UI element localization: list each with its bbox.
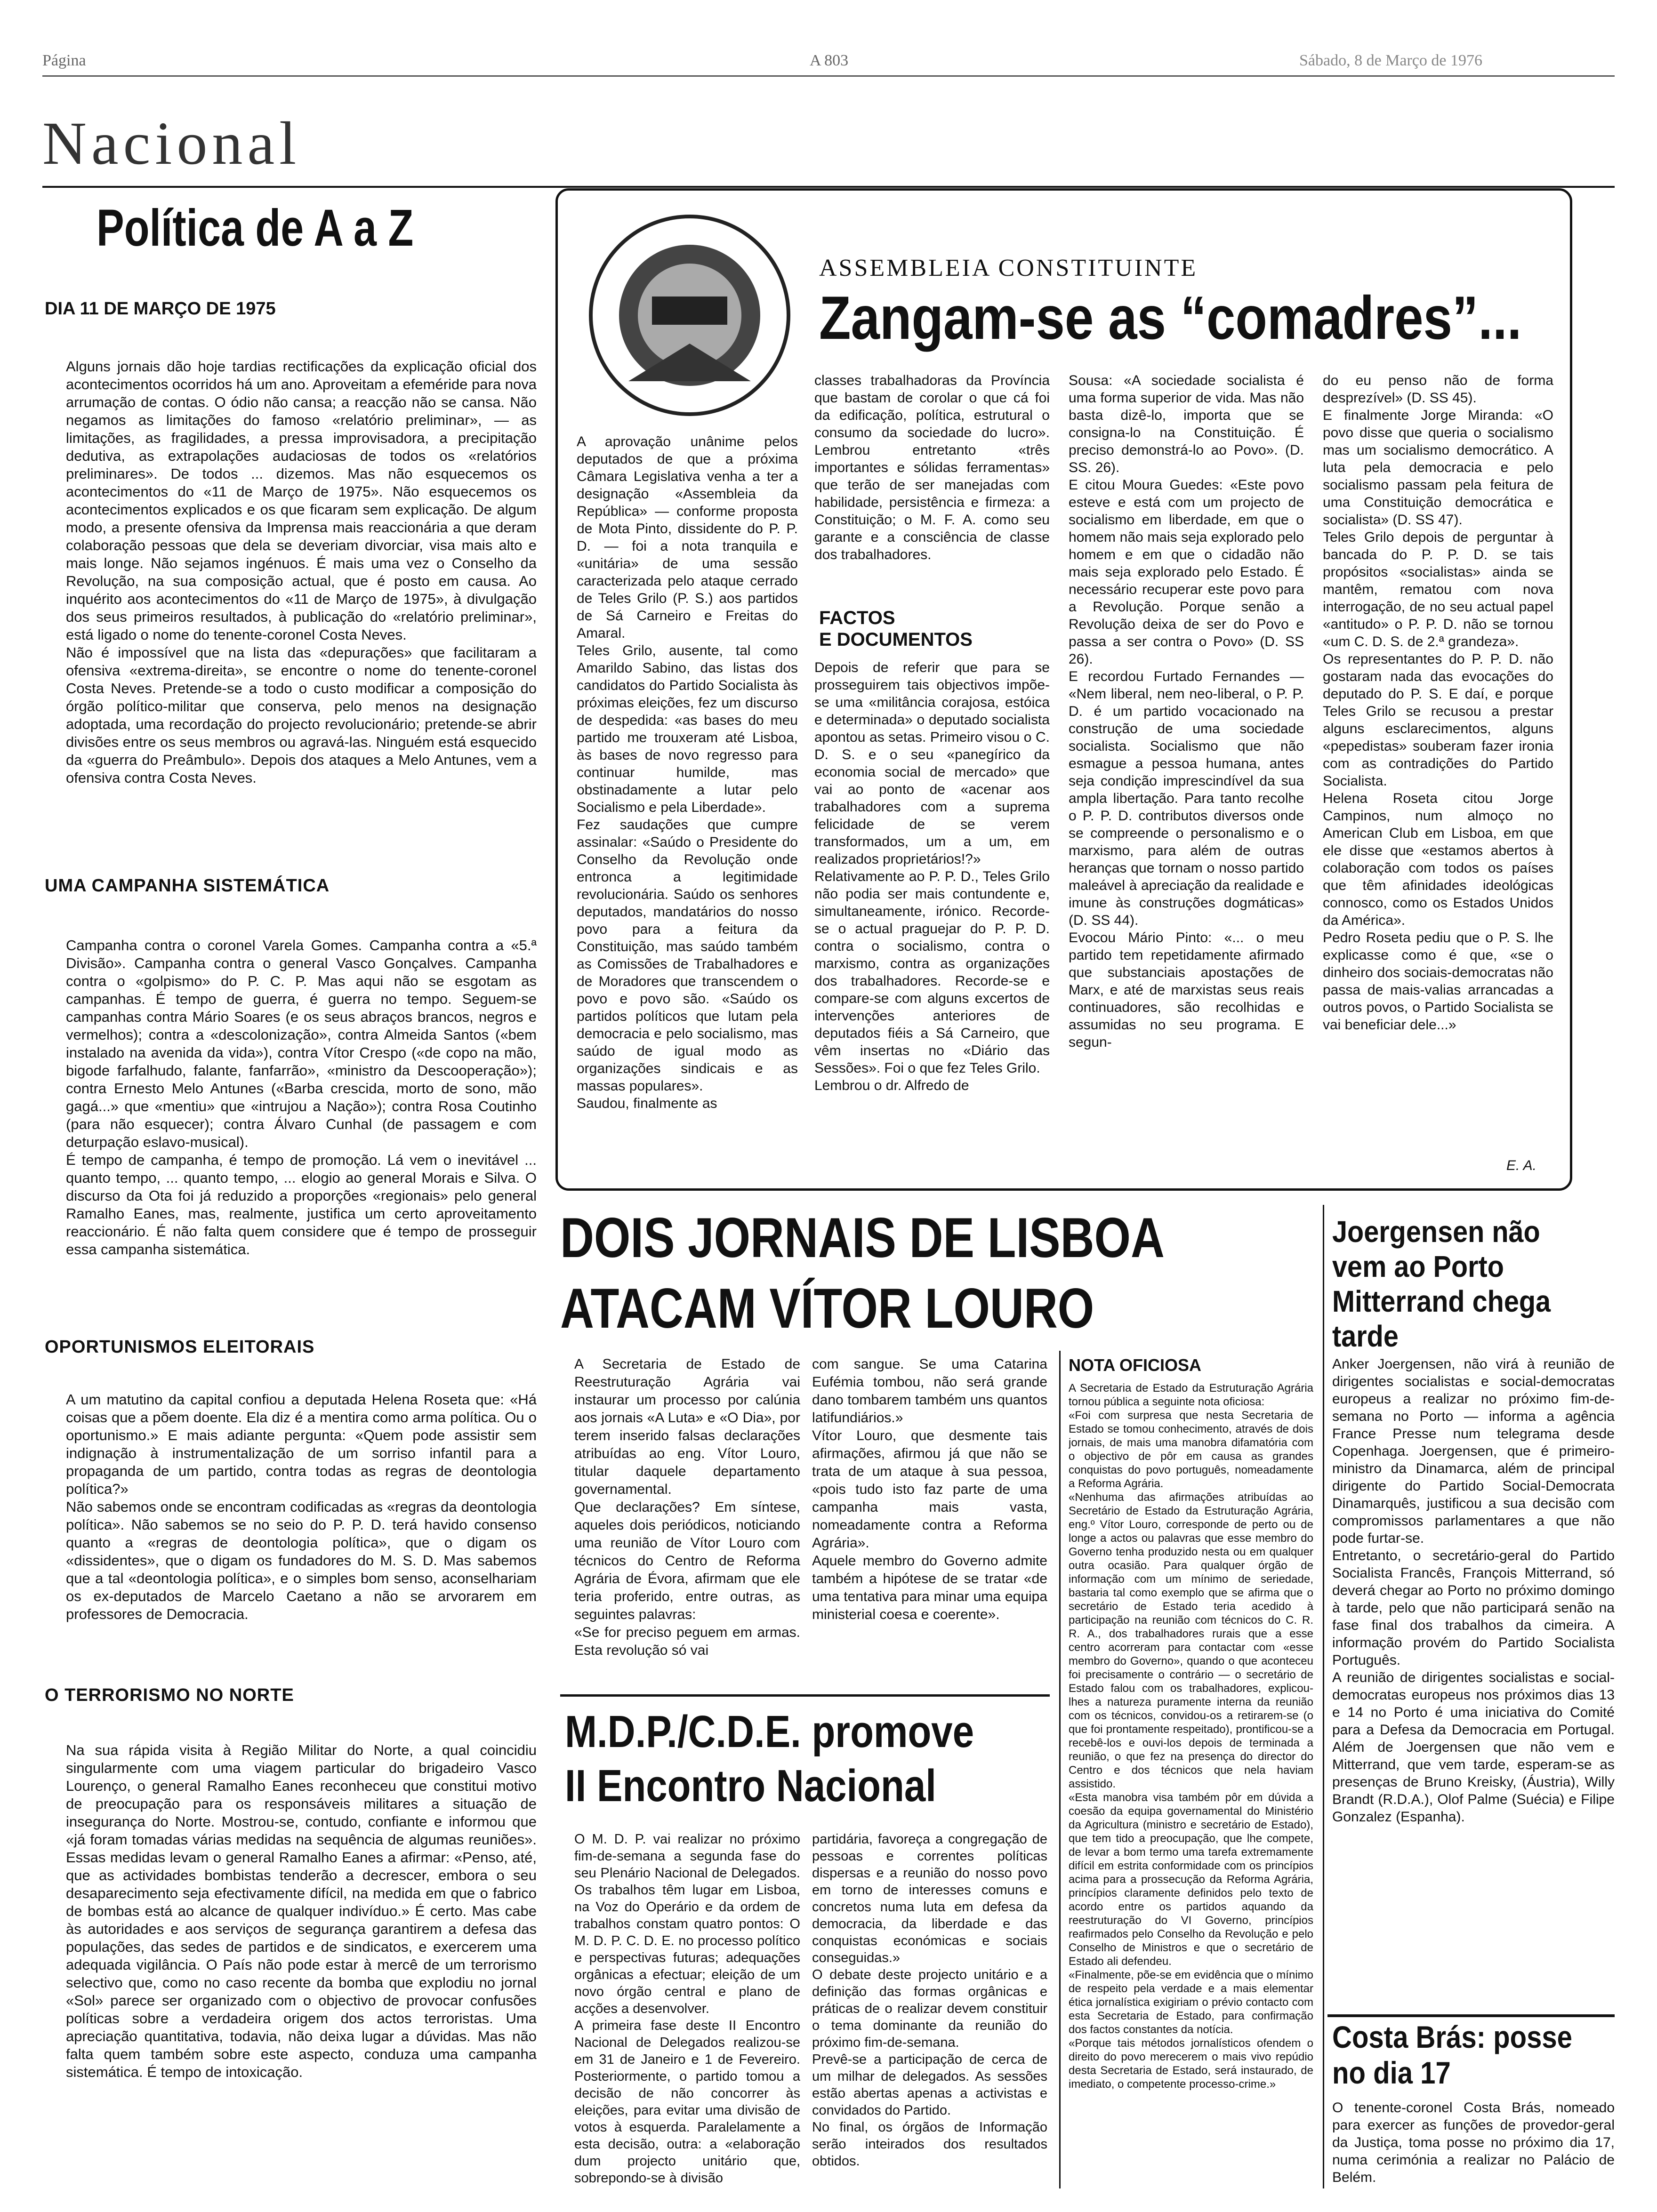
right-column-rule: [1323, 1205, 1324, 2188]
assembly-kicker: ASSEMBLEIA CONSTITUINTE: [819, 255, 1198, 281]
joergensen-text: Anker Joergensen, não virá à reunião de dirigentes socialistas e social-democratas europeus a realizar no próximo fim-de-semana no Porto — informa a agência France Presse num telegrama desde Copenhaga. Joergensen, que é primeiro-ministro da Dinamarca, além de principal dirigente do Partido Social-Democrata Dinamarquês, justificou a sua decisão com compromissos parlamentares a que não pode furtar-se. Entretanto, o secretário-geral do Partido Socialista Francês, François Mitterrand, só deverá chegar ao Porto no próximo domingo à tarde, pelo que não participará senão na fase final dos trabalhos da cimeira. A informação provém do Partido Socialista Português. A reunião de dirigentes socialistas e social-democratas europeus nos próximos dias 13 e 14 no Porto é uma iniciativa do Comité para a Defesa da Democracia em Portugal. Além de Joergensen que não vem e Mitterrand, que vem tarde, esperam-se as presenças de Bruno Kreisky, (Áustria), Willy Brandt (R.D.A.), Olof Palme (Suécia) e Filipe Gonzalez (Espanha).: [1332, 1356, 1615, 1825]
mdp-headline-line2: II Encontro Nacional: [565, 1761, 936, 1811]
column-h2: UMA CAMPANHA SISTEMÁTICA: [45, 876, 330, 896]
louro-nota-body: A Secretaria de Estado da Estruturação Agrária tornou pública a seguinte nota oficiosa: «Foi com surpresa que nesta Secretaria de Estado se tomou conhecimento, através de dois jornais, de mais uma manobra difamatória com o objectivo de pôr em causa as grandes conquistas do povo português, nomeadamente a Reforma Agrária. «Nenhuma das afirmações atribuídas ao Secretário de Estado da Estruturação Agrária, eng.º Vítor Louro, corresponde de perto ou de longe a actos ou palavras que esse membro do Governo tenha produzido nesta ou em qualquer outra ocasião. Para qualquer órgão de informação com um mínimo de seriedade, bastaria tal como exemplo que se afirma que o secretário de Estado teria acedido à participação na reunião com técnicos do C. R. R. A., dos trabalhadores rurais que a esse centro acorreram para contactar com «esse membro do Governo», quando o que aconteceu foi precisamente o contrário — o secretário de Estado falou com os trabalhadores, explicou-lhes a natureza puramente interna da reunião com os técnicos, convidou-os a retirarem-se (o que foi prontamente respeitado), prontificou-se a recebê-los e ouvi-los depois de terminada a reunião, o que fez na presença do director do Centro e dos técnicos que nela haviam assistido. «Esta manobra visa também pôr em dúvida a coesão da equipa governamental do Ministério da Agricultura (ministro e secretário de Estado), que tem tido a preocupação, que lhe compete, de levar a bom termo uma tarefa extremamente difícil em estrita conformidade com os princípios acima para a prossecução da Reforma Agrária, princípios claramente definidos pelo texto de acordo entre os partidos aquando da reestruturação do VI Governo, princípios reafirmados pelo Conselho da Revolução e pelo Conselho de Ministros e que o secretário de Estado ali defendeu. «Finalmente, põe-se em evidência que o mínimo de respeito pela verdade e a mais elementar ética jornalística exigiriam o prévio contacto com esta Secretaria de Estado, para confirmação dos factos constantes da notícia. «Porque tais métodos jornalísticos ofendem o direito do povo merecerem o mais vivo repúdio desta Secretaria de Estado, será instaurado, de imediato, o competente processo-crime.»: [1069, 1382, 1313, 2091]
louro-col2: com sangue. Se uma Catarina Eufémia tombou, não será grande dano tombarem também uns quantos latifundiários.» Vítor Louro, que desmente tais afirmações, afirmou já que não se trata de um ataque à sua pessoa, «pois tudo isto faz parte de uma campanha mais vasta, nomeadamente contra a Reforma Agrária». Aquele membro do Governo admite também a hipótese de se tratar «de uma tentativa para minar uma equipa ministerial coesa e coerente».: [812, 1356, 1047, 1622]
column-p4: Na sua rápida visita à Região Militar do Norte, a qual coincidiu singularmente com uma viagem particular do brigadeiro Vasco Lourenço, o general Ramalho Eanes reconheceu que constitui motivo de preocupação para os responsáveis militares a situação de insegurança do Norte. Mostrou-se, contudo, confiante e informou que «já foram tomadas várias medidas na sequência de algumas reuniões». Essas medidas levam o general Ramalho Eanes a afirmar: «Penso, até, que as actividades bombistas tenderão a decrescer, embora o seu desaparecimento seja efectivamente difícil, na medida em que o fabrico de bombas está ao alcance de qualquer indivíduo.» É certo. Mas cabe às autoridades e aos serviços de segurança garantirem a defesa das populações, das sedes de partidos e de sindicatos, e exercerem uma adequada vigilância. O País não pode estar à mercê de um terrorismo selectivo que, como no caso recente da bomba que explodiu no jornal «Sol» parece ser organizado com o objectivo de provocar confusões políticas sobre a verdadeira origem dos actos terroristas. Uma apreciação quantitativa, todavia, não deixa lugar a dúvidas. Mas não falta quem também sobre este aspecto, conduza uma campanha sistemática. É tempo de intoxicação.: [66, 1742, 537, 2080]
mdp-top-rule: [560, 1694, 1050, 1697]
mdp-headline-line1: M.D.P./C.D.E. promove: [565, 1707, 974, 1757]
column-title: Política de A a Z: [97, 199, 414, 257]
section-rule: [42, 186, 1615, 188]
costabras-headline: Costa Brás: posse no dia 17: [1332, 2020, 1572, 2090]
assembly-col1: A aprovação unânime pelos deputados de que a próxima Câmara Legislativa venha a ter a designação «Assembleia da República» — conforme proposta de Mota Pinto, dissidente do P. P. D. — foi a nota tranquila e «unitária» de uma sessão caracterizada pelo ataque cerrado de Teles Grilo (P. S.) aos partidos de Sá Carneiro e Freitas do Amaral. Teles Grilo, ausente, tal como Amarildo Sabino, das listas dos candidatos do Partido Socialista às próximas eleições, fez um discurso de despedida: «as bases do meu partido me trouxeram até Lisboa, às bases de novo regresso para continuar humilde, mas obstinadamente a lutar pelo Socialismo e pela Liberdade». Fez saudações que cumpre assinalar: «Saúdo o Presidente do Conselho da Revolução onde entronca a legitimidade revolucionária. Saúdo os senhores deputados, mandatários do nosso povo para a feitura da Constituição, mas saúdo também as Comissões de Trabalhadores e de Moradores que transcendem o povo e povo são. «Saúdo os partidos políticos que lutam pela democracia e pelo socialismo, mas saúdo de igual modo as organizações sindicais e as massas populares». Saudou, finalmente as: [577, 434, 798, 1111]
page-header-left: Página: [42, 52, 86, 69]
louro-nota-rule: [1059, 1351, 1061, 2188]
mdp-col2: partidária, favoreça a congregação de pessoas e correntes políticas dispersas e a reunião do nosso povo em torno de interesses comuns e concretos numa luta em defesa da democracia, da liberdade e das conquistas económicas e sociais conseguidas.» O debate deste projecto unitário e a definição das formas orgânicas e práticas de o realizar devem constituir o tema dominante da reunião do próximo fim-de-semana. Prevê-se a participação de cerca de um milhar de delegados. As sessões estão abertas apenas a activistas e convidados do Partido. No final, os órgãos de Informação serão inteirados dos resultados obtidos.: [812, 1832, 1047, 2169]
page-header-right: Sábado, 8 de Março de 1976: [1299, 52, 1483, 69]
column-h4: O TERRORISMO NO NORTE: [45, 1685, 294, 1705]
assembly-headline: Zangam-se as “comadres”...: [819, 283, 1522, 352]
column-p2: Campanha contra o coronel Varela Gomes. Campanha contra a «5.ª Divisão». Campanha contra o general Vasco Gonçalves. Campanha contra o «golpismo» do P. C. P. Mas aqui não se esgotam as campanhas. É tempo de guerra, é guerra no tempo. Seguem-se campanhas contra Mário Soares (e os seus abraços brancos, negros e vermelhos); contra a «descolonização», contra Almeida Santos («bem instalado na avenida da vida»), contra Vítor Crespo («de copo na mão, bigode farfalhudo, falante, fanfarrão», «ministro da Descooperação»); contra Ernesto Melo Antunes («Barba crescida, morto de sono, mão gagá...» que «mentiu» que «intrujou a Nação»); contra Rosa Coutinho (para não esquecer); contra Álvaro Cunhal (de passagem e com deturpação eslavo-musical). É tempo de campanha, é tempo de promoção. Lá vem o inevitável ... quanto tempo, ... quanto tempo, ... elogio ao general Morais e Silva. O discurso da Ota foi já reduzido a proporções «regionais» pelo general Ramalho Eanes, mas, realmente, justifica um certo aproveitamento reaccionário. É não falta quem considere que é tempo de prosseguir essa campanha sistemática.: [66, 937, 537, 1258]
assembly-col2: classes trabalhadoras da Província que bastam de corolar o que cá foi da edificação, política, estrutural o consumo da sociedade do lucro». Lembrou entretanto «três importantes e sólidas ferramentas» que terão de ser manejadas com habilidade, persistência e firmeza: a Constituição; o M. F. A. como seu garante e a consciência de classe dos trabalhadores.: [814, 373, 1050, 562]
assembly-emblem: [558, 202, 821, 428]
assembly-col2-body: Depois de referir que para se prosseguirem tais objectivos impõe-se uma «militância corajosa, estóica e determinada» o deputado socialista apontou as setas. Primeiro visou o C. D. S. e o seu «panegírico da economia social de mercado» que vai ao ponto de «acenar aos trabalhadores com a suprema felicidade de se verem transformados, um a um, em realizados proprietários!?» Relativamente ao P. P. D., Teles Grilo não podia ser mais contundente e, simultaneamente, irónico. Recorde-se o actual praguejar do P. P. D. contra o socialismo, contra o marxismo, contra as organizações dos trabalhadores. Recorde-se e compare-se com alguns excertos de intervenções anteriores de deputados fiéis a Sá Carneiro, que vêm insertas no «Diário das Sessões». Foi o que fez Teles Grilo. Lembrou o dr. Alfredo de: [814, 660, 1050, 1093]
column-dateline: DIA 11 DE MARÇO DE 1975: [45, 299, 276, 319]
column-p3: A um matutino da capital confiou a deputada Helena Roseta que: «Há coisas que a põem doente. Ela diz é a mentira como arma política. Ou o oportunismo.» E mais adiante pergunta: «Quem pode assistir sem indignação à instrumentalização de um sorriso infantil para a propaganda de um partido, contra todas as regras de deontologia política?» Não sabemos onde se encontram codificadas as «regras da deontologia política». Não sabemos se no seio do P. P. D. terá havido consenso quanto a «regras de deontologia política», que o digam os «dissidentes», que o digam os fundadores do M. S. D. Mas sabemos que a tal «deontologia política», e o simples bom senso, aconselhariam os ex-deputados de Marcelo Caetano a não se arvorarem em professores de Democracia.: [66, 1391, 537, 1622]
column-h3: OPORTUNISMOS ELEITORAIS: [45, 1337, 315, 1357]
assembly-col4: do eu penso não de forma desprezível» (D. SS 45). E finalmente Jorge Miranda: «O povo disse que queria o socialismo mas um socialismo democrático. A luta pela democracia e pelo socialismo passam pela feitura de uma Constituição democrática e socialista» (D. SS 47). Teles Grilo depois de perguntar à bancada do P. P. D. se tais propósitos «socialistas» ainda se mantêm, rematou com nova interrogação, de no seu actual papel «antitudo» o P. P. D. não se tornou «um C. D. S. de 2.ª grandeza». Os representantes do P. P. D. não gostaram nada das evocações do deputado do P. S. E daí, e porque Teles Grilo se recusou a prestar alguns esclarecimentos, alguns «pepedistas» souberam fazer ironia com as contradições do Partido Socialista. Helena Roseta citou Jorge Campinos, num almoço no American Club em Lisboa, em que ele disse que «estamos abertos à colaboração com todos os países que têm afinidades ideológicas connosco, como os Estados Unidos da América». Pedro Roseta pediu que o P. S. lhe explicasse como é que, «se o dinheiro dos sociais-democratas não passa de mais-valias arrancadas a outros povos, o Partido Socialista se vai beneficiar dele...»: [1323, 373, 1553, 1033]
joergensen-headline: Joergensen não vem ao Porto Mitterrand chega tarde: [1332, 1215, 1551, 1353]
louro-headline-line2: ATACAM VÍTOR LOURO: [560, 1277, 1094, 1340]
page-header-center: A 803: [810, 52, 849, 69]
louro-headline-line1: DOIS JORNAIS DE LISBOA: [560, 1206, 1165, 1269]
costabras-text: O tenente-coronel Costa Brás, nomeado para exercer as funções de provedor-geral da Justiça, toma posse no próximo dia 17, numa cerimónia a realizar no Palácio de Belém.: [1332, 2100, 1615, 2185]
louro-col1: A Secretaria de Estado de Reestruturação Agrária vai instaurar um processo por calúnia aos jornais «A Luta» e «O Dia», por terem inserido falsas declarações atribuídas ao eng. Vítor Louro, titular daquele departamento governamental. Que declarações? Em síntese, aqueles dois periódicos, noticiando uma reunião de Vítor Louro com técnicos do Centro de Reforma Agrária de Évora, afirmam que ele teria proferido, entre outras, as seguintes palavras: «Se for preciso peguem em armas. Esta revolução só vai: [574, 1356, 800, 1658]
assembly-col2-heading: FACTOS E DOCUMENTOS: [819, 608, 973, 650]
mdp-col1: O M. D. P. vai realizar no próximo fim-de-semana a segunda fase do seu Plenário Nacional de Delegados. Os trabalhos têm lugar em Lisboa, na Voz do Operário e da ordem de trabalhos constam quatro pontos: O M. D. P. C. D. E. no processo político e perspectivas futuras; adequações orgânicas a efectuar; eleição de um novo órgão central e plano de acções a desenvolver. A primeira fase deste II Encontro Nacional de Delegados realizou-se em 31 de Janeiro e 1 de Fevereiro. Posteriormente, o partido tomou a decisão de não concorrer às eleições, para evitar uma divisão de votos à esquerda. Paralelamente a esta decisão, outra: a «elaboração dum projecto unitário que, sobrepondo-se à divisão: [574, 1832, 800, 2186]
costabras-top-rule: [1327, 2014, 1615, 2017]
assembly-col3: Sousa: «A sociedade socialista é uma forma superior de vida. Mas não basta dizê-lo, importa que se consigna-lo na Constituição. É preciso demonstrá-lo ao Povo». (D. SS. 26). E citou Moura Guedes: «Este povo esteve e está com um projecto de socialismo em liberdade, em que o homem não mais seja explorado pelo homem e em que o cidadão não mais seja explorado pelo Estado. É necessário recuperar este povo para a Revolução. Porque senão a Revolução deixa de ser do Povo e passa a ser contra o Povo» (D. SS 26). E recordou Furtado Fernandes — «Nem liberal, nem neo-liberal, o P. P. D. é um partido vocacionado na construção de uma sociedade socialista. Socialismo que não esmague a pessoa humana, antes seja condição imprescindível da sua ampla libertação. Para tanto recolhe o P. P. D. contributos diversos onde se compreende o personalismo e o marxismo, para além de outras heranças que tornam o nosso partido maleável à apreciação da realidade e imune às construções dogmáticas» (D. SS 44). Evocou Mário Pinto: «... o meu partido tem repetidamente afirmado que substanciais apostações de Marx, e até de marxistas seus reais continuadores, são recolhidas e assumidas no seu programa. E segun-: [1069, 373, 1304, 1050]
section-title: Nacional: [42, 110, 301, 177]
louro-nota-heading: NOTA OFICIOSA: [1069, 1355, 1201, 1375]
column-p1: Alguns jornais dão hoje tardias rectificações da explicação oficial dos acontecimentos ocorridos há um ano. Aproveitam a efeméride para nova arrumação de contas. O ódio não cansa; a reacção não se cansa. Não negamos as limitações do famoso «relatório preliminar», — as limitações, as fragilidades, a pressa improvisadora, a precipitação dedutiva, as extrapolações audaciosas de todos os «relatórios preliminares». De todos ... dizemos. Mas não esquecemos os acontecimentos do «11 de Março de 1975». Não esquecemos os acontecimentos explicados e os que ficaram sem explicação. De algum modo, a presente ofensiva da Imprensa mais reaccionária a que deram colaboração pessoas que dela se deveriam divorciar, visa mais alto e mais longe. Não sejamos ingénuos. É mais uma vez o Conselho da Revolução, na sua composição actual, que é posto em causa. Ao inquérito aos acontecimentos do «11 de Março de 1975», à divulgação dos seus primeiros resultados, à publicação do «relatório preliminar», está ligado o nome do tenente-coronel Costa Neves. Não é impossível que na lista das «depurações» que facilitaram a ofensiva «extrema-direita», se encontre o nome do tenente-coronel Costa Neves. Pretende-se a todo o custo modificar a composição do órgão político-militar que conserva, pelo menos na designação adoptada, uma recordação do projecto revolucionário; pretende-se abrir divisões entre os seus membros ou agravá-las. Ninguém está esquecido da «guerra do Preâmbulo». Depois dos ataques a Melo Antunes, vem a ofensiva contra Costa Neves.: [66, 358, 537, 786]
header-rule: [42, 75, 1615, 77]
assembly-signature: E. A.: [1506, 1158, 1536, 1173]
